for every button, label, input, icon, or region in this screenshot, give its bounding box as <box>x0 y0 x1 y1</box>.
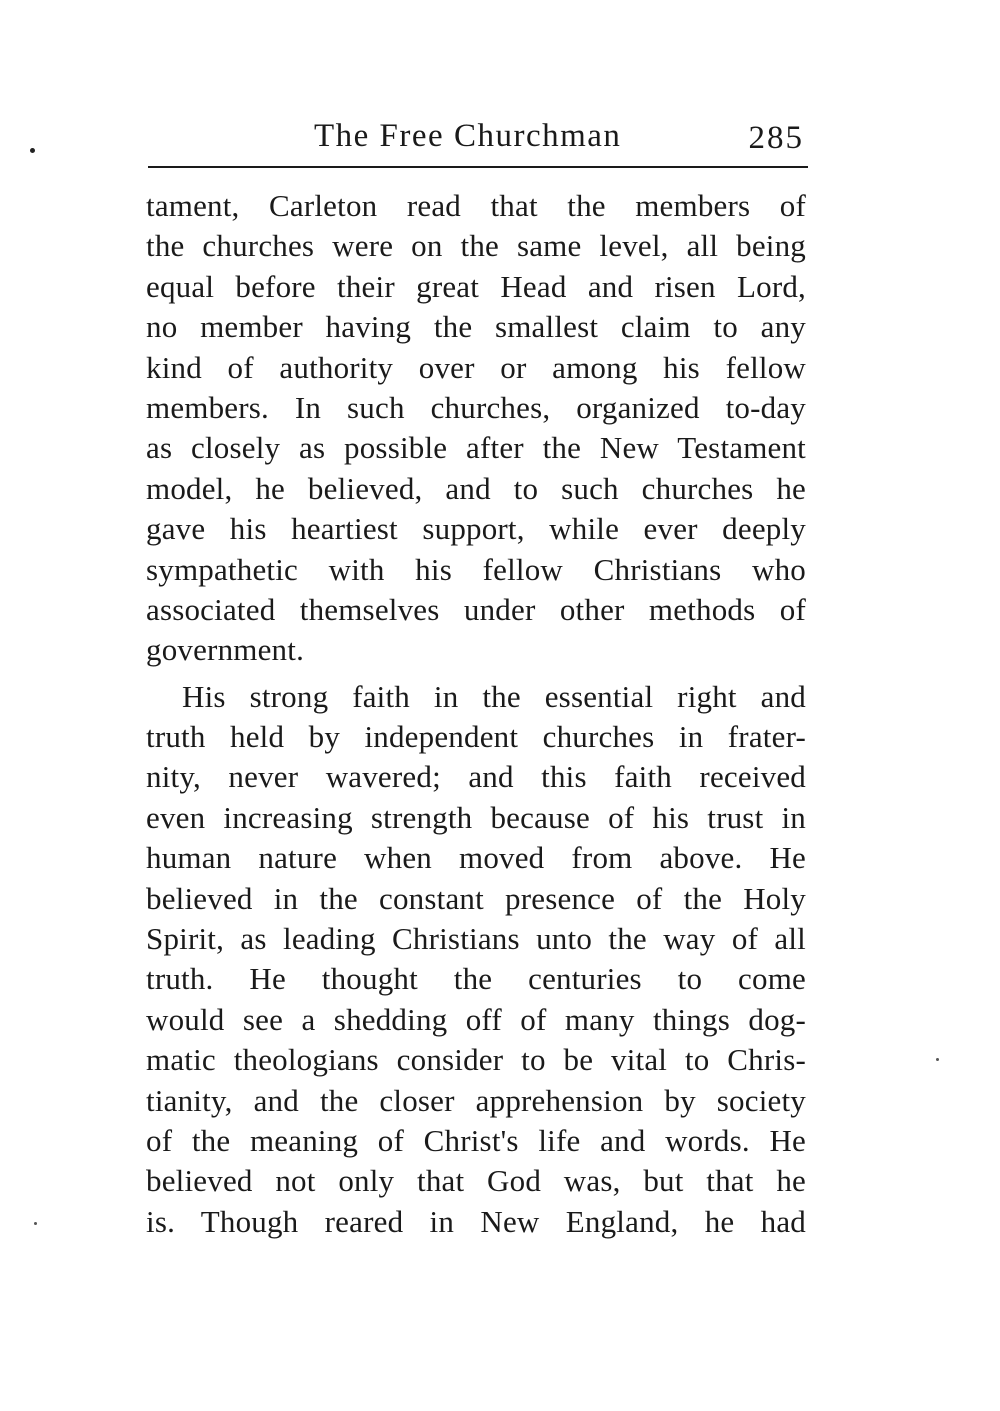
running-title: The Free Churchman <box>314 118 622 154</box>
text-line: model, he believed, and to such churches he <box>146 470 806 506</box>
text-line: truth held by independent churches in frater- <box>146 719 806 755</box>
body-text <box>146 186 806 1242</box>
text-line: nity, never wavered; and this faith received <box>146 759 806 795</box>
text-line: as closely as possible after the New Testament <box>146 430 806 466</box>
header-rule <box>148 166 808 168</box>
text-line: tianity, and the closer apprehension by society <box>146 1082 806 1118</box>
paragraph <box>146 677 806 1242</box>
text-line: sympathetic with his fellow Christians who <box>146 551 806 587</box>
text-line: human nature when moved from above. He <box>146 840 806 876</box>
text-line: equal before their great Head and risen Lord, <box>146 268 806 304</box>
text-line: kind of authority over or among his fellow <box>146 349 806 385</box>
text-line: would see a shedding off of many things dog- <box>146 1001 806 1037</box>
text-line: believed not only that God was, but that he <box>146 1163 806 1199</box>
page-number: 285 <box>748 120 804 156</box>
text-line: Spirit, as leading Christians unto the way of all <box>146 921 806 957</box>
text-line: is. Though reared in New England, he had <box>146 1203 806 1239</box>
text-line: the churches were on the same level, all being <box>146 228 806 264</box>
print-speck <box>936 1058 939 1061</box>
print-speck <box>30 148 35 153</box>
text-line: government. <box>146 632 305 668</box>
paragraph <box>146 186 806 671</box>
running-header <box>148 110 808 170</box>
text-line: believed in the constant presence of the Holy <box>146 880 806 916</box>
text-line: members. In such churches, organized to-day <box>146 389 806 425</box>
text-line: tament, Carleton read that the members of <box>146 188 806 223</box>
text-line: even increasing strength because of his trust in <box>146 799 806 835</box>
text-line: no member having the smallest claim to any <box>146 309 806 345</box>
text-line: gave his heartiest support, while ever deeply <box>146 511 806 547</box>
text-line: associated themselves under other methods of <box>146 591 806 627</box>
text-line: truth. He thought the centuries to come <box>146 961 806 997</box>
print-speck <box>34 1222 37 1225</box>
text-line: of the meaning of Christ's life and words. He <box>146 1122 806 1158</box>
text-line: His strong faith in the essential right and <box>182 678 806 714</box>
text-line: matic theologians consider to be vital to Chris- <box>146 1042 806 1078</box>
